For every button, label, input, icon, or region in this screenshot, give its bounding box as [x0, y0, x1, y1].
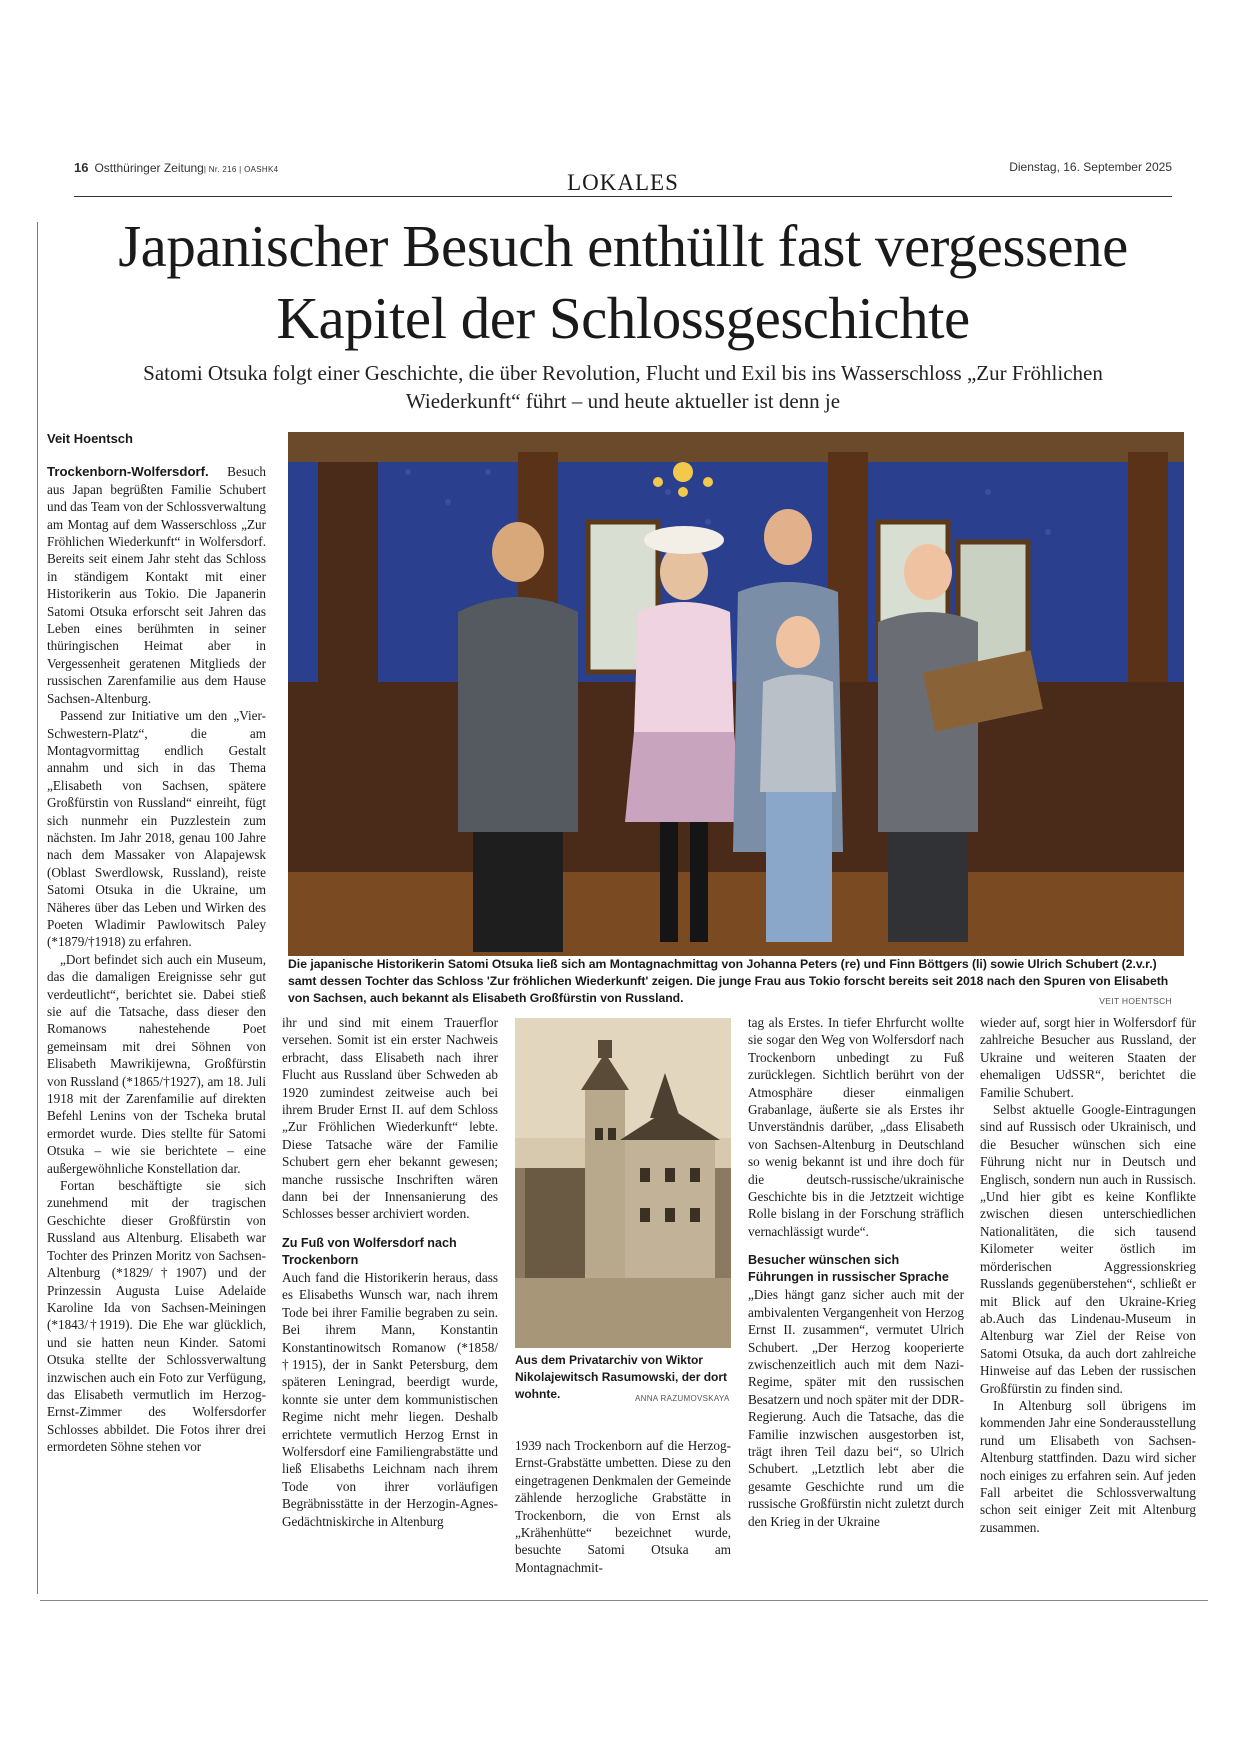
paragraph: ihr und sind mit einem Trauerflor versehen. Somit ist ein erster Nachweis erbracht, dass Elisabeth nach ihrer Flucht aus Russland über Schweden ab 1920 zumindest zeitweise auch bei ihrem Bruder Ernst II. auf dem Schloss „Zur Fröhlichen Wiederkunft“ lebte. Diese Tatsache wäre der Familie Schubert gern eher bekannt gewesen; manche russische Inschriften wären dann bei der Innensanierung des Schlosses besser archiviert worden.: [282, 1015, 498, 1222]
issue-info: | Nr. 216 | OASHK4: [203, 165, 279, 174]
photo-credit: VEIT HOENTSCH: [1099, 996, 1172, 1006]
subheading: Zu Fuß von Wolfersdorf nach Trockenborn: [282, 1235, 457, 1267]
paragraph: Passend zur Initiative um den „Vier-Schwestern-Platz“, die am Montagvormittag endlich Gestalt annahm und sich in das Thema „Elisabeth von Sachsen, spätere Großfürstin von Russland“ einreiht, fügt sich nunmehr ein Puzzlestein zum nächsten. Im Jahr 2018, genau 100 Jahre nach dem Massaker von Alapajewsk (Oblast Swerdlowsk, Russland), reiste Satomi Otsuka in die Ukraine, um Näheres über das Leben und Wirken des Poeten Wladimir Pawlowitsch Paley (*1879/†1918) zu erfahren.: [47, 708, 266, 950]
paragraph: Fortan beschäftigte sie sich zunehmend mit der tragischen Geschichte dieser Großfürstin von Russland aus Altenburg. Elisabeth war Tochter des Prinzen Moritz von Sachsen-Altenburg (*1829/†1907) und der Prinzessin Augusta Luise Adelaide Karoline Ida von Sachsen-Meiningen (*1843/†1919). Die Ehe war glücklich, und sie hatten neun Kinder. Satomi Otsuka stellte der Schlossverwaltung inzwischen auch ein Foto zur Verfügung, das Elisabeth vermutlich im Herzog-Ernst-Zimmer des Wolfersdorfer Schlosses abbildet. Die Fotos ihrer drei ermordeten Söhne stehen vor: [47, 1178, 266, 1455]
paragraph-text: Besuch aus Japan begrüßten Familie Schubert und das Team von der Schlossverwaltung am Montag auf dem Wasserschloss „Zur Fröhlichen Wiederkunft“ in Wolfersdorf. Bereits seit einem Jahr steht das Schloss in ständigem Kontakt mit einer Historikerin aus Tokio. Die Japanerin Satomi Otsuka erforscht seit Jahren das Leben eines berühmten in seiner thüringischen Heimat aber in Vergessenheit geratenen Mitglieds der russischen Zarenfamilie aus dem Hause Sachsen-Altenburg.: [47, 464, 266, 706]
archive-photo: [515, 1018, 731, 1348]
header-rule: [74, 196, 1172, 197]
paragraph: 1939 nach Trockenborn auf die Herzog-Ernst-Grabstätte umbetten. Diese zu den eingetragenen Denkmalen der Gemeinde zählende herzogliche Grabstätte in Trockenborn, die von Ernst als „Krähenhütte“ bezeichnet wurde, besuchte Satomi Otsuka am Montagnachmit-: [515, 1438, 731, 1575]
paragraph: Selbst aktuelle Google-Eintragungen sind auf Russisch oder Ukrainisch, und die Besucher wünschen sich eine Führung nicht nur in Deutsch und Englisch, sondern nun auch in Russisch. „Und hier gibt es keine Konflikte zwischen diesen unterschiedlichen Nationalitäten, die sich tausend Kilometer weiter östlich im mörderischen Aggressionskrieg Russlands gegenüberstehen“, schließt er mit Blick auf den Ukraine-Krieg ab.Auch das Lindenau-Museum in Altenburg war Ziel der Reise von Satomi Otsuka, da auch dort zahlreiche Hinweise auf das Leben der russischen Großfürstin zu finden sind.: [980, 1102, 1196, 1396]
column-3: [748, 1014, 964, 1530]
column-1: [47, 430, 266, 1456]
photo-credit: ANNA RAZUMOVSKAYA: [635, 1394, 730, 1403]
paper-name: Ostthüringer Zeitung: [94, 161, 204, 175]
page-number: 16: [74, 160, 89, 175]
subheading: Besucher wünschen sich Führungen in russischer Sprache: [748, 1253, 949, 1285]
column-2b: [515, 1437, 731, 1576]
author-byline: Veit Hoentsch: [47, 431, 133, 446]
paragraph: Auch fand die Historikerin heraus, dass es Elisabeths Wunsch war, nach ihrem Tode bei ihrer Familie begraben zu sein. Bei ihrem Mann, Konstantin Konstantinowitsch Romanow (*1858/†1915), der in Sankt Petersburg, dem späteren Leningrad, beerdigt wurde, konnte sie unter dem kommunistischen Regime nicht mehr liegen. Deshalb errichtete vermutlich Herzog Ernst in Wolfersdorf eine Familiengrabstätte und ließ Elisabeths Leichnam nach ihrem Tode von ihrer vorläufigen Begräbnisstätte in der Herzogin-Agnes-Gedächtniskirche in Altenburg: [282, 1269, 498, 1529]
paragraph: „Dort befindet sich auch ein Museum, das die damaligen Ereignisse sehr gut verdeutlicht“, berichtet sie. Dabei stieß sie auf die Tatsache, dass dieser den Romanows nahestehende Poet gemeinsam mit drei Söhnen von Elisabeth Mawrikijewna, Großfürstin von Russland (*1865/†1927), am 18. Juli 1918 mit der Zarenfamilie auf direkten Befehl Lenins von der Tscheka brutal ermordet wurde. Dies stellte für Satomi Otsuka – wie sie berichtete – eine außergewöhnliche Konstellation dar.: [47, 951, 266, 1176]
paragraph: In Altenburg soll übrigens im kommenden Jahr eine Sonderausstellung rund um Elisabeth von Sachsen-Altenburg stattfinden. Dazu wird sicher noch einiges zu erfahren sein. Auf jeden Fall arbeitet die Schlossverwaltung schon seit einiger Zeit mit Altenburg zusammen.: [980, 1397, 1196, 1535]
section-name: LOKALES: [567, 170, 679, 195]
group-photo-icon: [288, 432, 1184, 956]
page-header: [74, 158, 1172, 198]
left-margin-rule: [37, 222, 38, 1594]
castle-photo-icon: [515, 1018, 731, 1348]
dateline: Trockenborn-Wolfersdorf.: [47, 464, 209, 480]
archive-photo-caption: [515, 1352, 731, 1404]
main-photo: [288, 432, 1184, 956]
subtitle: Satomi Otsuka folgt einer Geschichte, die über Revolution, Flucht und Exil bis ins Wasserschloss „Zur Fröhlichen Wiederkunft“ führt – und heute aktueller ist denn je: [143, 361, 1103, 413]
issue-date: Dienstag, 16. September 2025: [1009, 160, 1172, 174]
paragraph: „Dies hängt ganz sicher auch mit der ambivalenten Vergangenheit von Herzog Ernst II. zusammen“, vermutet Ulrich Schubert. „Der Herzog kooperierte zwischenzeitlich auch mit dem Nazi-Regime, später mit den russischen Besatzern und noch später mit der DDR-Regierung. Auch die Tatsache, das die Familie inzwischen ausgestorben ist, trägt ihren Teil dazu bei“, so Ulrich Schubert. „Letztlich lebt aber die gesamte Geschichte rund um die russische Großfürstin nicht zuletzt durch den Krieg in der Ukraine: [748, 1287, 964, 1529]
main-photo-caption: [288, 956, 1184, 1007]
caption-text: Aus dem Privatarchiv von Wiktor Nikolajewitsch Rasumowski, der dort wohnte.: [515, 1353, 728, 1402]
column-2: [282, 1014, 498, 1530]
paragraph: [47, 463, 266, 707]
caption-text: Die japanische Historikerin Satomi Otsuka ließ sich am Montagnachmittag von Johanna Peters (re) und Finn Böttgers (li) sowie Ulrich Schubert (2.v.r.) samt dessen Tochter das Schloss 'Zur fröhlichen Wiederkunft' zeigen. Die junge Frau aus Tokio forscht bereits seit 2018 nach den Spuren von Elisabeth von Sachsen, auch bekannt als Elisabeth Großfürstin von Russland.: [288, 957, 1169, 1005]
paragraph: wieder auf, sorgt hier in Wolfersdorf für zahlreiche Besucher aus Russland, der Ukraine und weiteren Staaten der ehemaligen UdSSR“, berichtet die Familie Schubert.: [980, 1015, 1196, 1100]
column-4: [980, 1014, 1196, 1536]
bottom-rule: [40, 1600, 1208, 1601]
headline: Japanischer Besuch enthüllt fast vergessene Kapitel der Schlossgeschichte: [118, 213, 1128, 351]
paragraph: tag als Erstes. In tiefer Ehrfurcht wollte sie sogar den Weg von Wolfersdorf nach Trockenborn unbedingt zu Fuß zurücklegen. Sichtlich berührt von der Atmosphäre dieser einmaligen Grabanlage, äußerte sie als Erstes ihr Unverständnis darüber, „dass Elisabeth von Sachsen-Altenburg in Deutschland so wenig bekannt ist und ihre doch für die deutsch-russische/ukrainische Geschichte bis in die Jetztzeit wichtige Rolle bislang in der Forschung sträflich vernachlässigt wurde“.: [748, 1015, 964, 1239]
